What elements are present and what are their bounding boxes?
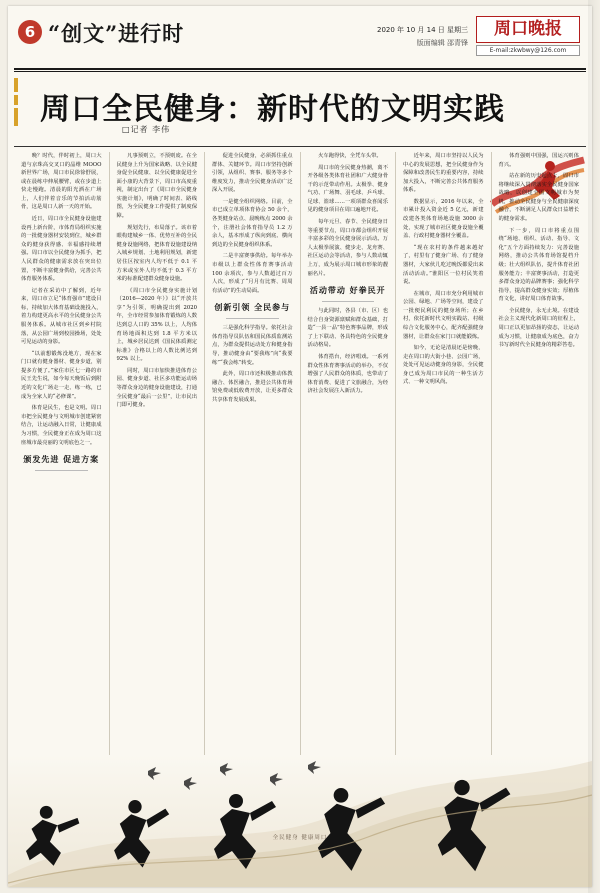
paragraph: 近年来，周口市坚持以人民为中心的发展思想，把全民健身作为保障和改善民生的重要内容，持续加大投入，不断完善公共体育服务体系。 — [403, 153, 484, 194]
nameplate-title: 周口晚报 — [476, 16, 580, 43]
masthead — [14, 14, 586, 66]
paragraph: 体育强则中国强，国运兴则体育兴。 — [498, 153, 579, 168]
section-title: “创文”进行时 — [48, 21, 185, 46]
page-title: 周口全民健身：新时代的文明实践 — [40, 92, 505, 127]
paragraph: 三是强化科学指导。依托社会体育指导员队伍和国民体质监测站点，为群众提供运动处方和健身指导，推动健身由“要我练”向“我要练”“我会练”转变。 — [212, 325, 293, 366]
subheading-rule — [322, 301, 375, 302]
paragraph: 体育是民生，也是文明。周口市把全民健身与文明城市创建紧密结合，让运动融入日常，让健康成为习惯，全民健身正在成为周口这座城市最亮丽的文明底色之一。 — [21, 405, 102, 446]
article-columns — [14, 152, 586, 763]
paragraph: 站在新的历史起点上，周口市将继续深入贯彻落实全民健身国家战略，以创建全国文明城市为契机，推动全民健身与全民健康深度融合，不断满足人民群众日益增长的健身需求。 — [498, 173, 579, 223]
runner-silhouettes — [8, 755, 592, 887]
paragraph: 同时，周口市加快推进体育公园、健身步道、社区多功能运动场等群众身边的健身设施建设，打通全民健身“最后一公里”，让市民出门即可健身。 — [116, 367, 197, 409]
paragraph: 记者在采访中了解到，近年来，周口市立足“体育强市”建设目标，持续加大体育基础设施投入，着力构建更高水平的全民健身公共服务体系。从城市社区到乡村院落，从公园广场到校园操场，处处可见运动的身影。 — [21, 287, 102, 346]
paragraph: 每年元旦、春节、全民健身日等重要节点，周口市都会组织开展丰富多彩的全民健身展示活动。万人太极拳展演、健步走、龙舟赛、社区运动会等活动，参与人数动辄上万，成为展示周口城市形象的靓丽名片。 — [307, 219, 388, 277]
nameplate-email: E-mail:zkwbwy@126.com — [476, 45, 580, 56]
paragraph: 一是健全组织网络。目前，全市已成立单项体育协会 50 余个，各类健身站点、晨晚练点 2000 余个，注册社会体育指导员 1.2 万余人，基本形成了纵向到底、横向到边的全民健身组织体系。 — [212, 198, 293, 248]
paragraph: 此外，周口市还积极推动体教融合、体医融合，推进公共体育场馆免费或低收费开放，让更多群众共享体育发展成果。 — [212, 371, 293, 403]
footer-illustration — [8, 755, 592, 887]
subheading-2: 创新引领 全民参与 — [214, 302, 291, 313]
paragraph: 火车跑得快，全凭车头带。 — [318, 153, 382, 159]
article-column-6 — [491, 152, 587, 763]
article-column-1 — [14, 152, 109, 763]
issue-editor: 版面编辑 邵青锋 — [416, 39, 468, 48]
paragraph: 规划先行，布局落子。该市着眼构建城乡一体、优势互补的全民健身设施网络，把体育设施建设纳入城乡规划、土地利用规划，新建居住区按室内人均不低于 0.1 平方米或室外人均不低于 0.3 平方米的标准配建群众健身设施。 — [116, 224, 197, 283]
paragraph: 促进全民健身，必须抓住重点群体、关键环节。周口市坚持创新引领，从组织、赛事、服务等多个维度发力，推动全民健身活动广泛深入开展。 — [212, 153, 293, 194]
page-number: 6 — [18, 20, 42, 44]
issue-date: 2020 年 10 月 14 日 星期三 — [377, 26, 468, 34]
footer-caption: 全民健身 健康周口 — [272, 835, 328, 841]
headline-block — [14, 78, 586, 144]
article-column-5 — [395, 152, 491, 763]
paragraph: 与此同时，各县（市、区）也结合自身资源禀赋和群众基础，打造“一县一品”特色赛事品牌，形成了上下联动、各具特色的全民健身活动格局。 — [307, 308, 388, 349]
page-fold-shadow — [588, 0, 600, 893]
subheading-rule — [226, 318, 279, 319]
paragraph: 在城市，周口市充分利用城市公园、绿地、广场等空间，建设了一批便民利民的健身场所；在乡村，依托新时代文明实践站、村级综合文化服务中心，配齐配强健身器材，让群众在家门口就能锻炼。 — [403, 290, 484, 340]
paragraph: 二是丰富赛事供给。每年举办市级以上群众性体育赛事活动 100 余项次，参与人数超过百万人次，形成了“月月有比赛、周周有活动”的生动局面。 — [212, 253, 293, 294]
paragraph: 数据显示，2016 年以来，全市累计投入资金近 5 亿元，新建改建各类体育场地设施 3000 余处，实现了城市社区健身设施全覆盖、行政村健身器材全覆盖。 — [403, 198, 484, 240]
paragraph: 周口市的全民健身热潮，离不开各级各类体育社团和广大健身骨干的示范带动作用。太极拳、健身气功、广场舞、羽毛球、乒乓球、足球、篮球……一项项群众喜闻乐见的健身项目在周口遍地开花。 — [307, 164, 388, 214]
paragraph: 晚？时代，伴时初上，周口大道与京珠高交叉口的晶维 MOOO 新世界广场，周口市民徐徐舒展，或在晨练中伸展腰臂，或在步道上快走慢跑。清晨的阳光洒在广场上，人们伴着音乐的节拍活动筋骨，这是周口人新一天的开始。 — [21, 153, 102, 211]
subheading-3: 活动带动 好拳民开 — [309, 285, 386, 296]
issue-info — [377, 24, 468, 51]
paragraph: 如今，无论是清晨还是傍晚，走在周口的大街小巷、公园广场，处处可见运动健身的身影，全民健身已成为周口市民的一种生活方式、一种文明风尚。 — [403, 345, 484, 386]
paragraph: 《周口市全民健身实施计划（2016—2020 年）》以“开放共享”为引领，明确提出到 2020 年，全市经常参加体育锻炼的人数达到总人口的 35% 以上，人均体育场地面积达到 1.8 平方米以上，城乡居民达到《国民体质测定标准》合格以上的人数比例达到 92% 以上。 — [116, 287, 197, 363]
header-rule — [14, 68, 586, 70]
article-column-4 — [300, 152, 396, 763]
byline: □记者 李伟 — [122, 125, 171, 134]
article-column-3 — [204, 152, 300, 763]
headline-rule — [14, 146, 586, 147]
paragraph: 近日，周口市全民健身设施建设再上新台阶，市体育局组织实施的一批健身器材安装到位，城乡群众的健身获得感、幸福感持续增强。周口市以全民健身为抓手，把人民群众的健康需求放在突出位置，不断丰富健身供给，完善公共体育服务体系。 — [21, 216, 102, 283]
article-column-2 — [109, 152, 205, 763]
paragraph: 凡事预则立，不预则废。在全民健身上升为国家战略、以全民健身促全民健康、以全民健康促进全面小康的大背景下，周口市高度重视，制定出台了《周口市全民健身实施计划》，明确了时间表、路线图，为全民健身工作提供了制度保障。 — [116, 153, 197, 220]
paragraph: 体育搭台，经济唱戏。一系列群众性体育赛事活动的举办，不仅增强了人民群众的体质，也带动了体育消费、促进了文旅融合，为经济社会发展注入新活力。 — [307, 353, 388, 395]
subheading-1: 颁发先进 促进方案 — [23, 454, 100, 465]
headline-ornament — [14, 78, 36, 128]
subheading-rule — [35, 470, 88, 471]
nameplate — [476, 16, 580, 56]
paragraph: 下一步，周口市将重点围绕“场地、组织、活动、指导、文化”五个方面持续发力：完善设施网络，推动公共体育场馆提档升级；壮大组织队伍，提升体育社团服务能力；丰富赛事活动，打造更多群众身边的品牌赛事；强化科学指导，提高群众健身实效；厚植体育文化，讲好周口体育故事。 — [498, 227, 579, 303]
paragraph: “以前想锻炼没地方，现在家门口就有健身器材、健身步道，别提多方便了。”家住市区七一路的市民王先生说，如今每天晚饭后到附近的文化广场走一走、练一练，已成为全家人的“必修课”。 — [21, 350, 102, 400]
paragraph: 全民健身，永无止境。在建设社会主义现代化新周口的征程上，周口正以更加昂扬的姿态，让运动成为习惯，让健康成为底色，奋力书写新时代全民健身的精彩答卷。 — [498, 307, 579, 349]
paragraph: “现在农村的条件越来越好了，村里有了健身广场、有了健身器材，大家伙儿吃过晚饭都爱出来活动活动。”淮阳区一位村民笑着说。 — [403, 244, 484, 286]
